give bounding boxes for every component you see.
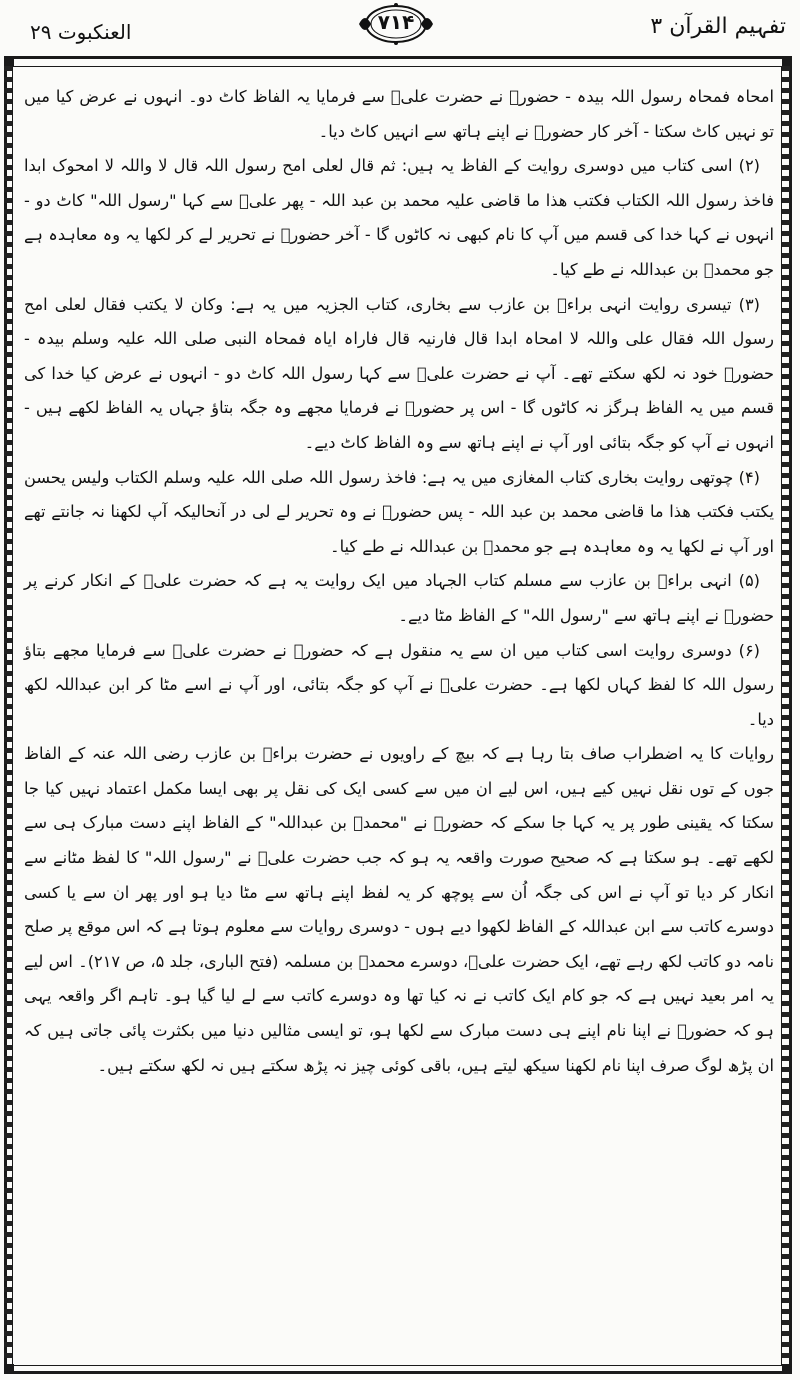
corner-ornament — [4, 56, 14, 66]
paragraph: (۵) انہی براءؓ بن عازب سے مسلم کتاب الجہاد میں ایک روایت یہ ہے کہ حضرت علیؓ کے انکار کرنے پر حضورؐ نے اپنے ہاتھ سے "رسول اللہ" کے الفاظ مٹا دیے۔ — [24, 571, 774, 625]
paragraph: (۶) دوسری روایت اسی کتاب میں ان سے یہ منقول ہے کہ حضورؐ نے حضرت علیؓ سے فرمایا مجھے بتاؤ رسول اللہ کا لفظ کہاں لکھا ہے۔ حضرت علیؓ نے آپ کو جگہ بتائی، اور آپ نے اسے مٹا کر ابن عبداللہ لکھ دیا۔ — [24, 640, 774, 729]
paragraph: (۲) اسی کتاب میں دوسری روایت کے الفاظ یہ ہیں: ثم قال لعلی امح رسول اللہ قال لا واللہ لا امحوک ابدا فاخذ رسول اللہ الکتاب فکتب ھذا ما قاضی علیہ محمد بن عبد اللہ - پھر علیؓ سے کہا "رسول اللہ" کاٹ دو - انہوں نے کہا خدا کی قسم میں آپ کا نام کبھی نہ کاٹوں گا - آخر حضورؐ نے تحریر لے کر لکھا یہ وہ معاہدہ ہے جو محمدؐ بن عبداللہ نے طے کیا۔ — [24, 156, 774, 279]
border-chain-right — [782, 66, 790, 1366]
corner-ornament — [782, 56, 792, 66]
paragraph: (۴) چوتھی روایت بخاری کتاب المغازی میں یہ ہے: فاخذ رسول اللہ صلی اللہ علیہ وسلم الکتاب ولیس یحسن یکتب فکتب ھذا ما قاضی محمد بن عبد اللہ - پس حضورؐ نے وہ تحریر لے لی در آنحالیکہ آپ لکھنا نہ جانتے تھے اور آپ نے لکھا یہ وہ معاہدہ ہے جو محمدؐ بن عبداللہ نے طے کیا۔ — [24, 467, 774, 556]
page-number-badge — [355, 2, 437, 46]
page-header — [0, 0, 800, 58]
paragraph: روایات کا یہ اضطراب صاف بتا رہا ہے کہ بیچ کے راویوں نے حضرت براءؓ بن عازب رضی اللہ عنہ کے الفاظ جوں کے توں نقل نہیں کیے ہیں، اس لیے ان میں سے کسی ایک کی نقل پر بھی ایسا مکمل اعتماد نہیں کیا جا سکتا کہ یقینی طور پر یہ کہا جا سکے کہ حضورؐ نے "محمدؐ بن عبداللہ" کے الفاظ اپنے دست مبارک ہی سے لکھے تھے۔ ہو سکتا ہے کہ صحیح صورت واقعہ یہ ہو کہ جب حضرت علیؓ نے "رسول اللہ" کا لفظ مٹانے سے انکار کر دیا تو آپ نے اس کی جگہ اُن سے پوچھ کر یہ لفظ اپنے ہاتھ سے مٹا دیا ہو اور پھر ان سے یا کسی دوسرے کاتب سے ابن عبداللہ کے الفاظ لکھوا دیے ہوں - دوسری روایات سے معلوم ہوتا ہے کہ اس موقع پر صلح نامہ دو کاتب لکھ رہے تھے، ایک حضرت علیؓ، دوسرے محمدؐ بن مسلمہ (فتح الباری، جلد ۵، ص ۲۱۷)۔ اس لیے یہ امر بعید نہیں ہے کہ جو کام ایک کاتب نے نہ کیا تھا وہ دوسرے کاتب سے لے لیا گیا ہو۔ تاہم اگر واقعہ یہی ہو کہ حضورؐ نے اپنا نام اپنے ہی دست مبارک سے لکھا ہو، تو ایسی مثالیں دنیا میں بکثرت پائی جاتی ہیں کہ ان پڑھ لوگ صرف اپنا نام لکھنا سیکھ لیتے ہیں، باقی کوئی چیز نہ پڑھ سکتے ہیں نہ لکھ سکتے ہیں۔ — [24, 744, 775, 1075]
paragraph: (۳) تیسری روایت انہی براءؓ بن عازب سے بخاری، کتاب الجزیہ میں یہ ہے: وکان لا یکتب فقال لعلی امح رسول اللہ فقال علی واللہ لا امحاہ ابدا قال فارنیہ قال فاراہ ایاہ فمحاہ النبی صلی اللہ علیہ وسلم بیدہ - حضورؐ خود نہ لکھ سکتے تھے۔ آپ نے حضرت علیؓ سے کہا رسول اللہ کاٹ دو - انہوں نے عرض کیا خدا کی قسم میں یہ الفاظ ہرگز نہ کاٹوں گا - اس پر حضورؐ نے فرمایا مجھے وہ جگہ بتاؤ جہاں یہ الفاظ لکھے ہیں - انہوں نے آپ کو جگہ بتائی اور آپ نے اپنے ہاتھ سے وہ الفاظ کاٹ دیے۔ — [24, 294, 774, 452]
surah-title: العنکبوت ۲۹ — [30, 20, 132, 44]
footnote-text-body — [24, 80, 774, 1360]
corner-ornament — [782, 1364, 792, 1374]
paragraph: امحاہ فمحاہ رسول اللہ بیدہ - حضورؐ نے حضرت علیؓ سے فرمایا یہ الفاظ کاٹ دو۔ انہوں نے عرض کیا میں تو نہیں کاٹ سکتا - آخر کار حضورؐ نے اپنے ہاتھ سے انہیں کاٹ دیا۔ — [24, 87, 774, 141]
corner-ornament — [4, 1364, 14, 1374]
border-chain-left — [4, 66, 12, 1366]
book-title: تفہیم القرآن ۳ — [650, 14, 786, 39]
page-number: ۷۱۴ — [377, 10, 415, 34]
